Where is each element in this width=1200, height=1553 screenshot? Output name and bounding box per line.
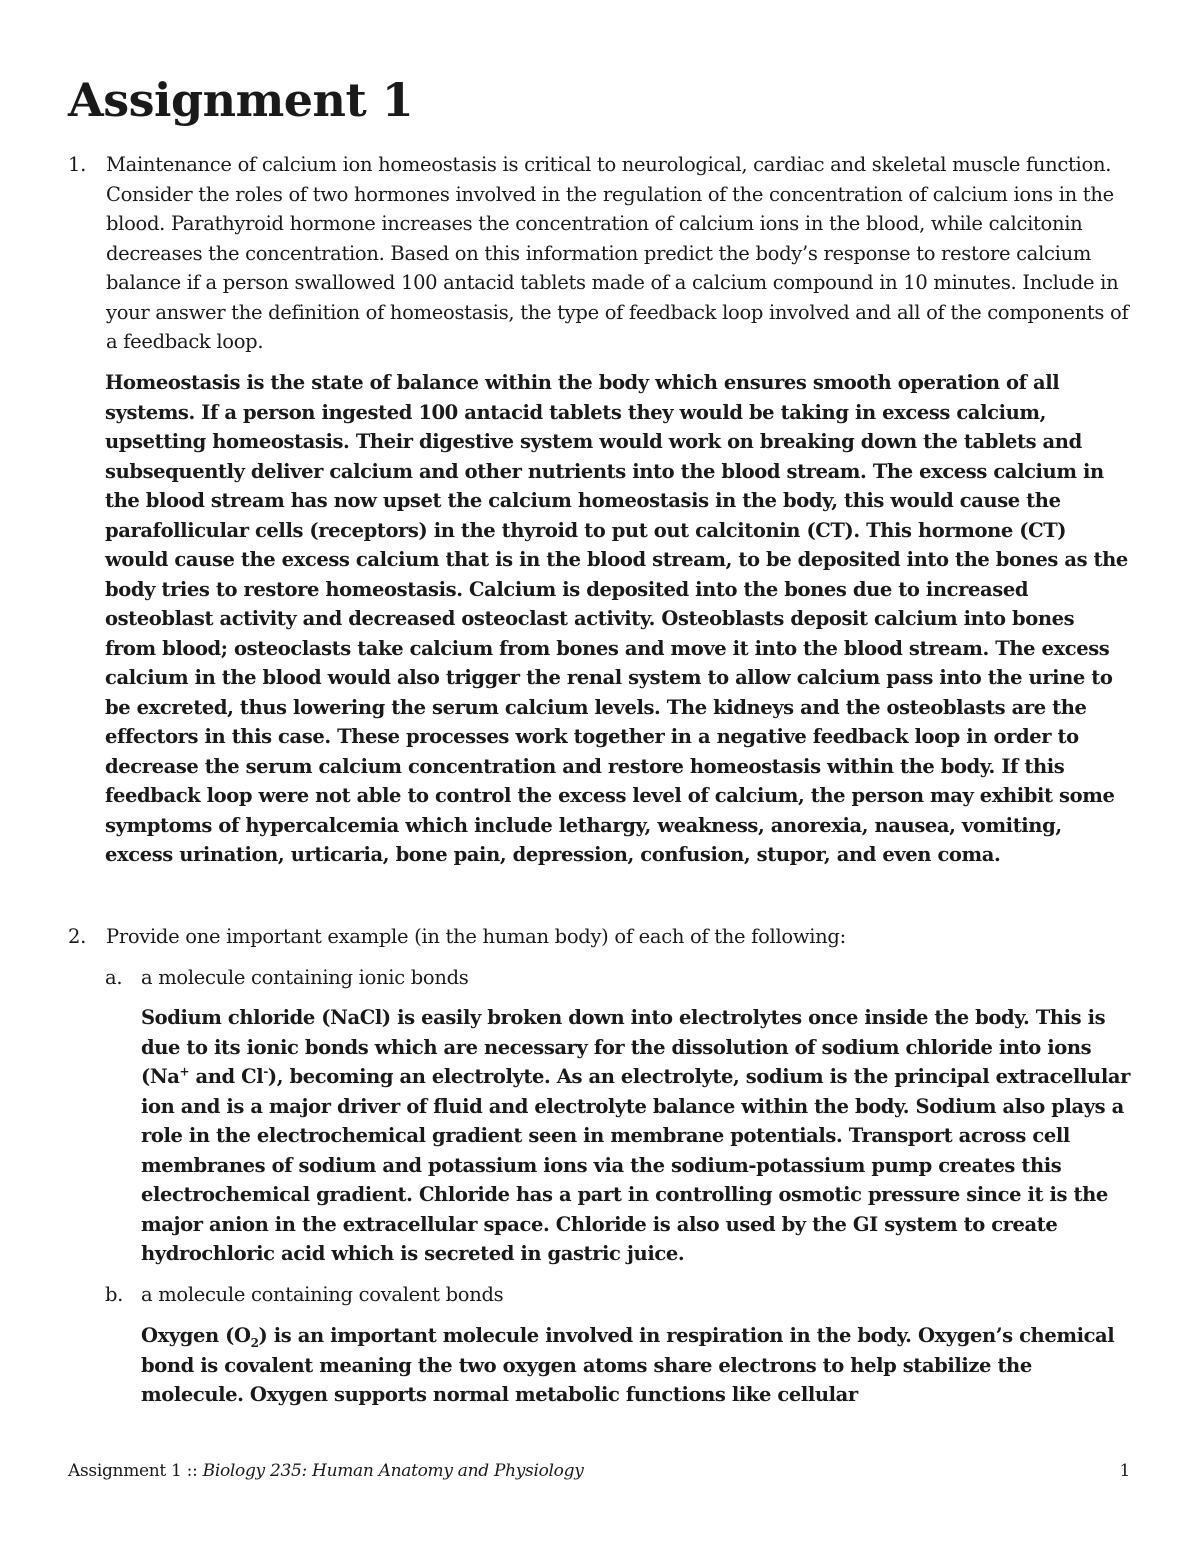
question-1-text: Maintenance of calcium ion homeostasis is critical to neurological, cardiac and skeletal muscle function. Consider the roles of two hormones involved in the regulation of the concentration of calcium ions in the blood. Parathyroid hormone increases the concentration of calcium ions in the blood, while calcitonin decreases the concentration. Based on this information predict the body’s response to restore calcium balance if a person swallowed 100 antacid tablets made of a calcium compound in 10 minutes. Include in your answer the definition of homeostasis, the type of feedback loop involved and all of the components of a feedback loop. [106,153,1129,353]
question-2a-label: a. [105,966,123,989]
question-2b [105,1280,1125,1310]
question-2a [105,963,1125,993]
question-2a-text: a molecule containing ionic bonds [141,966,469,989]
answer-2a-part3: ), becoming an electrolyte. As an electrolyte, sodium is the principal extracellular ion and is a major driver of fluid and electrolyte balance within the body. Sodium also plays a role in the electrochemical gradient seen in membrane potentials. Transport across cell membranes of sodium and potassium ions via the sodium-potassium pump creates this electrochemical gradient. Chloride has a part in controlling osmotic pressure since it is the major anion in the extracellular space. Chloride is also used by the GI system to create hydrochloric acid which is secreted in gastric juice. [141,1065,1130,1265]
question-2 [68,922,1130,952]
page-title: Assignment 1 [68,73,414,127]
footer-assignment: Assignment 1 :: [68,1461,203,1481]
answer-2b-part2: ) is an important molecule involved in respiration in the body. Oxygen’s chemical bond is covalent meaning the two oxygen atoms share electrons to help stabilize the molecule. Oxygen supports normal metabolic functions like cellular [141,1324,1115,1406]
answer-2a-part1: Sodium chloride (NaCl) is easily broken down into electrolytes once inside the body. This is due to its ionic bonds which are necessary for the dissolution of sodium chloride into ions (Na [141,1006,1106,1088]
question-2-number: 2. [68,925,87,948]
answer-2b-part1: Oxygen (O [141,1324,251,1347]
question-1 [68,150,1130,357]
answer-2a-part2: and Cl [189,1065,264,1088]
page-footer [68,1459,1130,1483]
page-number: 1 [1119,1461,1130,1481]
question-2a-answer [141,1003,1131,1269]
chloride-charge-superscript: - [263,1064,268,1079]
oxygen-subscript: 2 [250,1335,259,1350]
question-2b-answer [141,1321,1131,1410]
sodium-charge-superscript: + [179,1064,190,1079]
question-2-text: Provide one important example (in the human body) of each of the following: [106,925,846,948]
question-2b-text: a molecule containing covalent bonds [141,1283,504,1306]
question-1-answer: Homeostasis is the state of balance within the body which ensures smooth operation of all systems. If a person ingested 100 antacid tablets they would be taking in excess calcium, upsetting homeostasis. Their digestive system would work on breaking down the tablets and subsequently deliver calcium and other nutrients into the blood stream. The excess calcium in the blood stream has now upset the calcium homeostasis in the body, this would cause the parafollicular cells (receptors) in the thyroid to put out calcitonin (CT). This hormone (CT) would cause the excess calcium that is in the blood stream, to be deposited into the bones as the body tries to restore homeostasis. Calcium is deposited into the bones due to increased osteoblast activity and decreased osteoclast activity. Osteoblasts deposit calcium into bones from blood; osteoclasts take calcium from bones and move it into the blood stream. The excess calcium in the blood would also trigger the renal system to allow calcium pass into the urine to be excreted, thus lowering the serum calcium levels. The kidneys and the osteoblasts are the effectors in this case. These processes work together in a negative feedback loop in order to decrease the serum calcium concentration and restore homeostasis within the body. If this feedback loop were not able to control the excess level of calcium, the person may exhibit some symptoms of hypercalcemia which include lethargy, weakness, anorexia, nausea, vomiting, excess urination, urticaria, bone pain, depression, confusion, stupor, and even coma. [105,371,1128,866]
question-1-number: 1. [68,153,87,176]
question-2b-label: b. [105,1283,124,1306]
footer-course: Biology 235: Human Anatomy and Physiology [202,1461,584,1481]
